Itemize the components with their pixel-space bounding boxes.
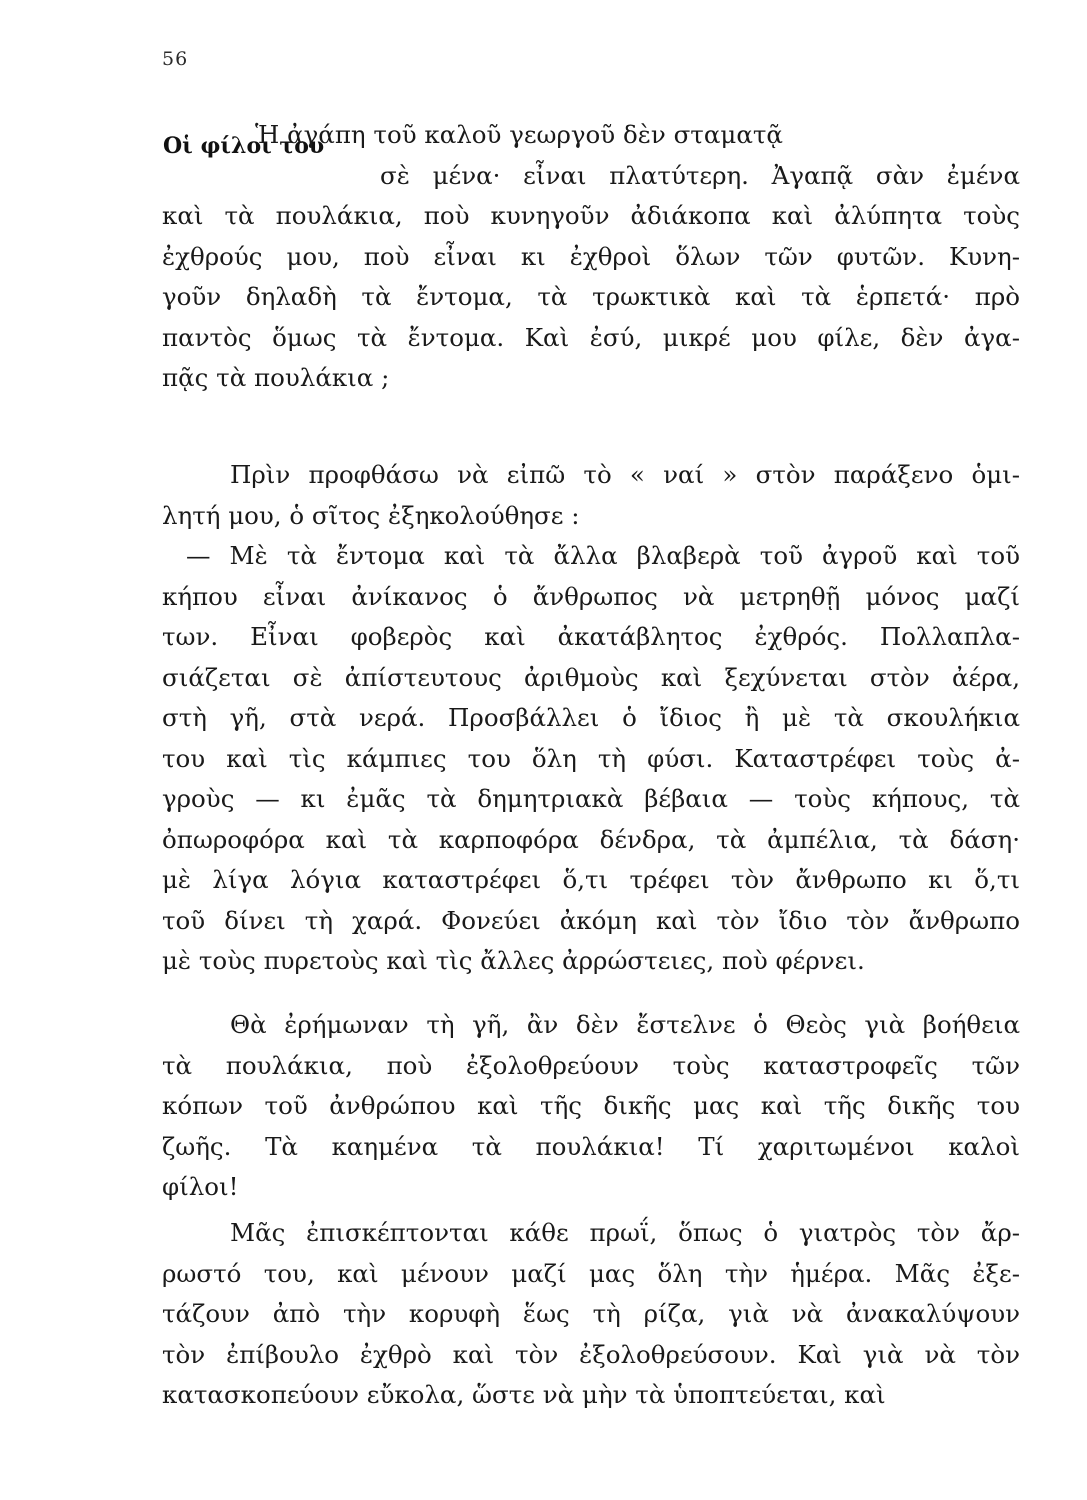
text-line: Μᾶς ἐπισκέπτονται κάθε πρωΐ, ὅπως ὁ γιατρὸς τὸν ἄρ- (230, 1218, 1020, 1247)
paragraph-3 (162, 1005, 1020, 1208)
text-line: γροὺς — κι ἐμᾶς τὰ δημητριακὰ βέβαια — τοὺς κήπους, τὰ (162, 784, 1020, 813)
text-line: κόπων τοῦ ἀνθρώπου καὶ τῆς δικῆς μας καὶ τῆς δικῆς του (162, 1091, 1020, 1120)
paragraph-1-lines (162, 115, 1020, 399)
text-line: ἐχθρούς μου, ποὺ εἶναι κι ἐχθροὶ ὅλων τῶν φυτῶν. Κυνη- (162, 241, 1020, 271)
text-line: σὲ μένα· εἶναι πλατύτερη. Ἀγαπᾷ σὰν ἐμένα (380, 160, 1020, 190)
text-line: στὴ γῆ, στὰ νερά. Προσβάλλει ὁ ἴδιος ἢ μὲ τὰ σκουλήκια (162, 703, 1020, 732)
text-line: πᾷς τὰ πουλάκια ; (162, 363, 390, 392)
side-heading: Οἱ φίλοι του (163, 133, 325, 159)
text-line: Πρὶν προφθάσω νὰ εἰπῶ τὸ « ναί » στὸν παράξενο ὁμι- (230, 460, 1020, 489)
paragraph-4 (162, 1213, 1020, 1416)
text-line: τὰ πουλάκια, ποὺ ἐξολοθρεύουν τοὺς καταστροφεῖς τῶν (162, 1050, 1020, 1080)
text-line: Θὰ ἐρήμωναν τὴ γῆ, ἂν δὲν ἔστελνε ὁ Θεὸς γιὰ βοήθεια (230, 1010, 1020, 1039)
text-line: φίλοι! (162, 1172, 239, 1201)
text-line: ζωῆς. Τὰ καημένα τὰ πουλάκια! Τί χαριτωμένοι καλοὶ (162, 1131, 1020, 1161)
text-line: καὶ τὰ πουλάκια, ποὺ κυνηγοῦν ἀδιάκοπα καὶ ἀλύπητα τοὺς (162, 201, 1020, 230)
text-line: τὸν ἐπίβουλο ἐχθρὸ καὶ τὸν ἐξολοθρεύσουν. Καὶ γιὰ νὰ τὸν (162, 1339, 1020, 1369)
page-number: 56 (162, 48, 189, 70)
text-line: κήπου εἶναι ἀνίκανος ὁ ἄνθρωπος νὰ μετρηθῇ μόνος μαζί (162, 581, 1020, 611)
paragraph-2 (162, 455, 1020, 982)
text-line: ὀπωροφόρα καὶ τὰ καρποφόρα δένδρα, τὰ ἀμπέλια, τὰ δάση· (162, 824, 1020, 854)
text-line: ρωστό του, καὶ μένουν μαζί μας ὅλη τὴν ἡμέρα. Μᾶς ἐξε- (162, 1258, 1020, 1288)
text-line: τάζουν ἀπὸ τὴν κορυφὴ ἕως τὴ ρίζα, γιὰ νὰ ἀνακαλύψουν (162, 1299, 1020, 1328)
text-line: παντὸς ὅμως τὰ ἔντομα. Καὶ ἐσύ, μικρέ μου φίλε, δὲν ἀγα- (162, 322, 1020, 352)
text-line: Ἡ ἀγάπη τοῦ καλοῦ γεωργοῦ δὲν σταματᾷ (255, 120, 783, 149)
text-line: τοῦ δίνει τὴ χαρά. Φονεύει ἀκόμη καὶ τὸν ἴδιο τὸν ἄνθρωπο (162, 905, 1020, 935)
text-line: λητή μου, ὁ σῖτος ἐξηκολούθησε : (162, 500, 580, 530)
text-line: γοῦν δηλαδὴ τὰ ἔντομα, τὰ τρωκτικὰ καὶ τὰ ἑρπετά· πρὸ (162, 282, 1020, 311)
text-line: των. Εἶναι φοβερὸς καὶ ἀκατάβλητος ἐχθρός. Πολλαπλα- (162, 622, 1020, 651)
text-line: του καὶ τὶς κάμπιες του ὅλη τὴ φύσι. Καταστρέφει τοὺς ἀ- (162, 743, 1020, 773)
text-line: σιάζεται σὲ ἀπίστευτους ἀριθμοὺς καὶ ξεχύνεται στὸν ἀέρα, (162, 662, 1020, 692)
text-line: κατασκοπεύουν εὔκολα, ὥστε νὰ μὴν τὰ ὑποπτεύεται, καὶ (162, 1380, 886, 1409)
text-line: — Μὲ τὰ ἔντομα καὶ τὰ ἄλλα βλαβερὰ τοῦ ἀγροῦ καὶ τοῦ (186, 541, 1020, 570)
text-line: μὲ τοὺς πυρετοὺς καὶ τὶς ἄλλες ἀρρώστειες, ποὺ φέρνει. (162, 946, 865, 975)
text-line: μὲ λίγα λόγια καταστρέφει ὅ,τι τρέφει τὸν ἄνθρωπο κι ὅ,τι (162, 865, 1020, 894)
